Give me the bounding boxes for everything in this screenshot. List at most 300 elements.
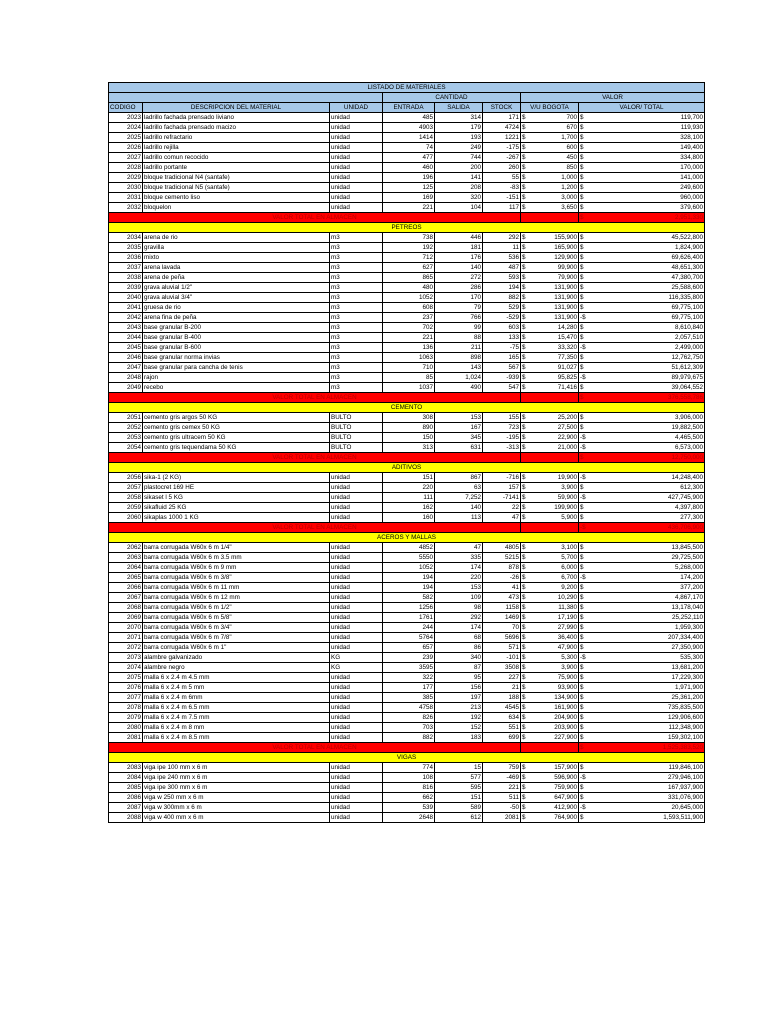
description-cell: barra corrugada W60x 6 m 3.5 mm — [143, 553, 330, 563]
currency-symbol: $ — [522, 374, 526, 381]
currency-symbol: $ — [580, 174, 584, 181]
total-value-cell — [579, 253, 705, 263]
description-cell: bloque tradicional N4 (santafe) — [143, 173, 330, 183]
total-value-cell — [579, 313, 705, 323]
unit-cell: m3 — [330, 373, 383, 383]
currency-symbol: $ — [522, 164, 526, 171]
unit-cell: unidad — [330, 673, 383, 683]
salida-cell: 176 — [435, 253, 483, 263]
description-cell: malla 6 x 2.4 m 7.5 mm — [143, 713, 330, 723]
stock-cell: 21 — [483, 683, 521, 693]
total-value: 25,588,600 — [671, 284, 704, 291]
unit-value-cell — [521, 673, 579, 683]
code-cell: 2028 — [109, 163, 143, 173]
currency-symbol: $ — [580, 784, 584, 791]
total-value-cell — [579, 483, 705, 493]
description-cell: arena fina de peña — [143, 313, 330, 323]
section-row — [109, 403, 705, 413]
code-cell: 2066 — [109, 583, 143, 593]
unit-cell: unidad — [330, 793, 383, 803]
entrada-cell: 194 — [383, 573, 435, 583]
unit-value: 79,900 — [557, 274, 577, 281]
total-value: 149,400 — [680, 144, 704, 151]
currency-symbol: $ — [522, 304, 526, 311]
entrada-cell: 5764 — [383, 633, 435, 643]
unit-cell: unidad — [330, 183, 383, 193]
currency-symbol: $ — [522, 144, 526, 151]
description-cell: barra corrugada W60x 6 m 9 mm — [143, 563, 330, 573]
unit-value: 17,190 — [557, 614, 577, 621]
total-value: 69,775,100 — [671, 304, 704, 311]
stock-cell: -151 — [483, 193, 521, 203]
unit-value-cell — [521, 293, 579, 303]
unit-value-cell — [521, 143, 579, 153]
unit-value-cell — [521, 173, 579, 183]
unit-value: 75,900 — [557, 674, 577, 681]
currency-symbol: $ — [522, 334, 526, 341]
total-value: 17,229,300 — [671, 674, 704, 681]
total-value: 69,626,400 — [671, 254, 704, 261]
description-cell: ladrillo portante — [143, 163, 330, 173]
total-value-cell — [579, 543, 705, 553]
description-cell: rajon — [143, 373, 330, 383]
salida-cell: 63 — [435, 483, 483, 493]
total-value-cell — [579, 133, 705, 143]
currency-symbol: $ — [580, 144, 584, 151]
codigo-header: CODIGO — [109, 103, 143, 113]
section-total-cell — [579, 743, 705, 753]
entrada-cell: 712 — [383, 253, 435, 263]
unit-value: 3,100 — [561, 544, 577, 551]
unit-value-cell — [521, 603, 579, 613]
unit-value-cell — [521, 373, 579, 383]
unit-value-cell — [521, 503, 579, 513]
salida-cell: 272 — [435, 273, 483, 283]
unit-cell: unidad — [330, 153, 383, 163]
unit-cell: unidad — [330, 173, 383, 183]
currency-symbol: $ — [522, 714, 526, 721]
stock-cell: -101 — [483, 653, 521, 663]
description-cell: recebo — [143, 383, 330, 393]
description-cell: viga ipe 100 mm x 6 m — [143, 763, 330, 773]
currency-symbol: $ — [580, 164, 584, 171]
code-cell: 2032 — [109, 203, 143, 213]
stock-cell: 260 — [483, 163, 521, 173]
currency-symbol: $ — [580, 334, 584, 341]
entrada-cell: 4758 — [383, 703, 435, 713]
total-label: VALOR TOTAL EN ALMACEN — [109, 393, 521, 403]
entrada-cell: 710 — [383, 363, 435, 373]
entrada-cell: 385 — [383, 693, 435, 703]
code-cell: 2076 — [109, 683, 143, 693]
unit-cell: unidad — [330, 493, 383, 503]
table-row — [109, 263, 705, 273]
unit-value: 759,900 — [554, 784, 577, 791]
total-value: 13,681,200 — [671, 664, 704, 671]
currency-symbol: -$ — [580, 444, 586, 451]
stock-cell: -75 — [483, 343, 521, 353]
code-cell: 2042 — [109, 313, 143, 323]
total-value-cell — [579, 573, 705, 583]
salida-cell: 7,252 — [435, 493, 483, 503]
unit-value: 670 — [566, 124, 577, 131]
unit-value-cell — [521, 683, 579, 693]
section-title: VIGAS — [109, 753, 705, 763]
description-cell: arena lavada — [143, 263, 330, 273]
total-value-cell — [579, 363, 705, 373]
unit-cell: unidad — [330, 733, 383, 743]
description-cell: ladrillo rejilla — [143, 143, 330, 153]
unit-cell: unidad — [330, 693, 383, 703]
unit-cell: unidad — [330, 683, 383, 693]
stock-cell: 11 — [483, 243, 521, 253]
entrada-cell: 774 — [383, 763, 435, 773]
unit-value-cell — [521, 783, 579, 793]
code-cell: 2037 — [109, 263, 143, 273]
unit-value: 27,500 — [557, 424, 577, 431]
currency-symbol: $ — [522, 314, 526, 321]
unit-cell: unidad — [330, 783, 383, 793]
total-blank-cell — [521, 453, 579, 463]
entrada-cell: 1256 — [383, 603, 435, 613]
unit-value-cell — [521, 483, 579, 493]
unit-value: 3,900 — [561, 484, 577, 491]
total-value: 119,700 — [680, 114, 704, 121]
total-value: 25,252,110 — [671, 614, 704, 621]
stock-cell: 5215 — [483, 553, 521, 563]
section-title: PETREOS — [109, 223, 705, 233]
currency-symbol: $ — [580, 244, 584, 251]
unit-value-cell — [521, 583, 579, 593]
currency-symbol: $ — [580, 704, 584, 711]
unit-value: 647,900 — [554, 794, 577, 801]
description-cell: base granular B-400 — [143, 333, 330, 343]
stock-cell: -195 — [483, 433, 521, 443]
total-value-cell — [579, 443, 705, 453]
unit-value: 5,900 — [561, 514, 577, 521]
code-cell: 2051 — [109, 413, 143, 423]
currency-symbol: $ — [580, 254, 584, 261]
salida-cell: 898 — [435, 353, 483, 363]
table-row — [109, 813, 705, 823]
entrada-cell: 160 — [383, 513, 435, 523]
currency-symbol: -$ — [580, 344, 586, 351]
unit-value-cell — [521, 443, 579, 453]
entrada-cell: 539 — [383, 803, 435, 813]
currency-symbol: $ — [580, 424, 584, 431]
currency-symbol: $ — [522, 544, 526, 551]
entrada-cell: 865 — [383, 273, 435, 283]
entrada-cell: 1052 — [383, 293, 435, 303]
salida-cell: 113 — [435, 513, 483, 523]
total-value-cell — [579, 203, 705, 213]
total-value-cell — [579, 193, 705, 203]
header-row-groups — [109, 93, 705, 103]
code-cell: 2069 — [109, 613, 143, 623]
unit-value: 22,900 — [557, 434, 577, 441]
total-value-cell — [579, 653, 705, 663]
unit-value-cell — [521, 303, 579, 313]
total-value-cell — [579, 383, 705, 393]
unit-cell: unidad — [330, 643, 383, 653]
currency-symbol: $ — [522, 264, 526, 271]
description-cell: cemento gris cemex 50 KG — [143, 423, 330, 433]
entrada-cell: 608 — [383, 303, 435, 313]
unit-value: 1,700 — [561, 134, 577, 141]
stock-cell: 699 — [483, 733, 521, 743]
unit-cell: unidad — [330, 633, 383, 643]
currency-symbol: $ — [580, 734, 584, 741]
stock-cell: 3508 — [483, 663, 521, 673]
unit-value-cell — [521, 133, 579, 143]
currency-symbol: $ — [522, 134, 526, 141]
unit-cell: m3 — [330, 253, 383, 263]
code-cell: 2048 — [109, 373, 143, 383]
unit-value-cell — [521, 493, 579, 503]
total-value-cell — [579, 143, 705, 153]
entrada-cell: 702 — [383, 323, 435, 333]
entrada-cell: 485 — [383, 113, 435, 123]
unit-value: 9,200 — [561, 584, 577, 591]
total-value: 129,906,600 — [668, 714, 704, 721]
currency-symbol: $ — [580, 204, 584, 211]
total-value-cell — [579, 503, 705, 513]
code-cell: 2039 — [109, 283, 143, 293]
unit-value: 161,900 — [554, 704, 577, 711]
total-value: 5,268,000 — [675, 564, 704, 571]
unit-value: 27,990 — [557, 624, 577, 631]
currency-symbol: $ — [522, 434, 526, 441]
total-currency-symbol: $ — [580, 214, 584, 221]
total-value-cell — [579, 423, 705, 433]
currency-symbol: $ — [522, 694, 526, 701]
code-cell: 2077 — [109, 693, 143, 703]
unit-value-cell — [521, 513, 579, 523]
entrada-cell: 826 — [383, 713, 435, 723]
unit-value: 204,900 — [554, 714, 577, 721]
total-value: 12,762,750 — [671, 354, 704, 361]
entrada-cell: 2648 — [383, 813, 435, 823]
entrada-cell: 237 — [383, 313, 435, 323]
code-cell: 2056 — [109, 473, 143, 483]
unit-cell: BULTO — [330, 423, 383, 433]
salida-cell: 744 — [435, 153, 483, 163]
total-value-cell — [579, 323, 705, 333]
currency-symbol: $ — [522, 364, 526, 371]
unit-cell: m3 — [330, 383, 383, 393]
unit-value-cell — [521, 263, 579, 273]
stock-cell: 567 — [483, 363, 521, 373]
description-cell: alambre negro — [143, 663, 330, 673]
header-row-columns — [109, 103, 705, 113]
total-value: 4,465,500 — [675, 434, 704, 441]
total-value: 14,248,400 — [671, 474, 704, 481]
currency-symbol: -$ — [580, 474, 586, 481]
description-cell: barra corrugada W60x 6 m 1" — [143, 643, 330, 653]
unit-value: 131,900 — [554, 294, 577, 301]
unit-value-cell — [521, 553, 579, 563]
table-row — [109, 563, 705, 573]
currency-symbol: $ — [580, 564, 584, 571]
table-row — [109, 253, 705, 263]
description-cell: barra corrugada W60x 6 m 12 mm — [143, 593, 330, 603]
currency-symbol: $ — [580, 154, 584, 161]
total-value-cell — [579, 343, 705, 353]
currency-symbol: $ — [522, 514, 526, 521]
unit-value: 203,900 — [554, 724, 577, 731]
unit-cell: unidad — [330, 623, 383, 633]
code-cell: 2072 — [109, 643, 143, 653]
entrada-cell: 162 — [383, 503, 435, 513]
salida-cell: 140 — [435, 263, 483, 273]
total-value: 331,076,900 — [668, 794, 704, 801]
header-row-title — [109, 83, 705, 93]
currency-symbol: $ — [522, 554, 526, 561]
table-row — [109, 673, 705, 683]
currency-symbol: -$ — [580, 774, 586, 781]
total-value-cell — [579, 233, 705, 243]
entrada-cell: 308 — [383, 413, 435, 423]
salida-cell: 595 — [435, 783, 483, 793]
table-row — [109, 273, 705, 283]
currency-symbol: $ — [522, 274, 526, 281]
unit-value: 129,900 — [554, 254, 577, 261]
total-value: 25,361,200 — [671, 694, 704, 701]
table-row — [109, 233, 705, 243]
unit-value-cell — [521, 663, 579, 673]
description-cell: ladrillo fachada prensado macizo — [143, 123, 330, 133]
description-cell: ladrillo comun recocido — [143, 153, 330, 163]
unit-value: 3,000 — [561, 194, 577, 201]
total-value: 207,334,400 — [668, 634, 704, 641]
entrada-cell: 3595 — [383, 663, 435, 673]
total-value: 328,100 — [680, 134, 704, 141]
currency-symbol: $ — [580, 514, 584, 521]
code-cell: 2041 — [109, 303, 143, 313]
total-value-cell — [579, 173, 705, 183]
unit-cell: unidad — [330, 573, 383, 583]
total-value-cell — [579, 433, 705, 443]
description-cell: malla 6 x 2.4 m 5 mm — [143, 683, 330, 693]
salida-cell: 68 — [435, 633, 483, 643]
unit-cell: unidad — [330, 713, 383, 723]
table-row — [109, 723, 705, 733]
currency-symbol: $ — [580, 554, 584, 561]
salida-cell: 95 — [435, 673, 483, 683]
unit-value-cell — [521, 163, 579, 173]
description-cell: barra corrugada W60x 6 m 1/2" — [143, 603, 330, 613]
entrada-cell: 108 — [383, 773, 435, 783]
currency-symbol: $ — [522, 664, 526, 671]
unit-value: 131,900 — [554, 314, 577, 321]
currency-symbol: $ — [580, 294, 584, 301]
vu-header: V/U BOGOTA — [521, 103, 579, 113]
unit-cell: unidad — [330, 143, 383, 153]
currency-symbol: $ — [522, 644, 526, 651]
code-cell: 2081 — [109, 733, 143, 743]
description-cell: base granular B-200 — [143, 323, 330, 333]
salida-cell: 335 — [435, 553, 483, 563]
unit-cell: m3 — [330, 233, 383, 243]
currency-symbol: $ — [580, 544, 584, 551]
section-total-value: 2,951,330 — [675, 214, 704, 221]
unit-value-cell — [521, 713, 579, 723]
salida-cell: 88 — [435, 333, 483, 343]
total-blank-cell — [521, 393, 579, 403]
table-row — [109, 243, 705, 253]
unit-value: 36,400 — [557, 634, 577, 641]
currency-symbol: $ — [522, 704, 526, 711]
entrada-cell: 125 — [383, 183, 435, 193]
salida-cell: 87 — [435, 663, 483, 673]
currency-symbol: $ — [522, 784, 526, 791]
entrada-cell: 74 — [383, 143, 435, 153]
total-value-cell — [579, 683, 705, 693]
unit-value-cell — [521, 153, 579, 163]
currency-symbol: $ — [580, 304, 584, 311]
sheet-title: LISTADO DE MATERIALES — [109, 83, 705, 93]
total-value: 2,499,000 — [675, 344, 704, 351]
table-row — [109, 373, 705, 383]
currency-symbol: $ — [580, 604, 584, 611]
currency-symbol: $ — [522, 424, 526, 431]
description-cell: viga w 300mm x 6 m — [143, 803, 330, 813]
descripcion-header: DESCRIPCION DEL MATERIAL — [143, 103, 330, 113]
stock-cell: 603 — [483, 323, 521, 333]
code-cell: 2036 — [109, 253, 143, 263]
unit-value: 600 — [566, 144, 577, 151]
currency-symbol: $ — [522, 624, 526, 631]
stock-cell: 117 — [483, 203, 521, 213]
total-value: 1,971,900 — [675, 684, 704, 691]
stock-cell: 487 — [483, 263, 521, 273]
salida-cell: 200 — [435, 163, 483, 173]
description-cell: sikaplas 1000 1 KG — [143, 513, 330, 523]
code-cell: 2034 — [109, 233, 143, 243]
total-value-cell — [579, 303, 705, 313]
stock-cell: 723 — [483, 423, 521, 433]
table-row — [109, 713, 705, 723]
total-value-cell — [579, 273, 705, 283]
unit-value-cell — [521, 253, 579, 263]
unit-cell: unidad — [330, 723, 383, 733]
currency-symbol: $ — [580, 764, 584, 771]
unit-value-cell — [521, 643, 579, 653]
unit-value: 33,320 — [557, 344, 577, 351]
total-value-cell — [579, 353, 705, 363]
code-cell: 2067 — [109, 593, 143, 603]
total-value-cell — [579, 123, 705, 133]
salida-cell: 151 — [435, 793, 483, 803]
description-cell: sikafluid 25 KG — [143, 503, 330, 513]
currency-symbol: $ — [580, 284, 584, 291]
unit-value-cell — [521, 343, 579, 353]
unit-cell: BULTO — [330, 413, 383, 423]
unit-value: 25,200 — [557, 414, 577, 421]
unit-cell: unidad — [330, 163, 383, 173]
stock-cell: 529 — [483, 303, 521, 313]
description-cell: gravilla — [143, 243, 330, 253]
unit-cell: unidad — [330, 703, 383, 713]
code-cell: 2079 — [109, 713, 143, 723]
code-cell: 2065 — [109, 573, 143, 583]
total-value: 48,651,300 — [671, 264, 704, 271]
table-row — [109, 303, 705, 313]
entrada-cell: 4852 — [383, 543, 435, 553]
currency-symbol: -$ — [580, 314, 586, 321]
salida-cell: 446 — [435, 233, 483, 243]
description-cell: barra corrugada W60x 6 m 1/4" — [143, 543, 330, 553]
